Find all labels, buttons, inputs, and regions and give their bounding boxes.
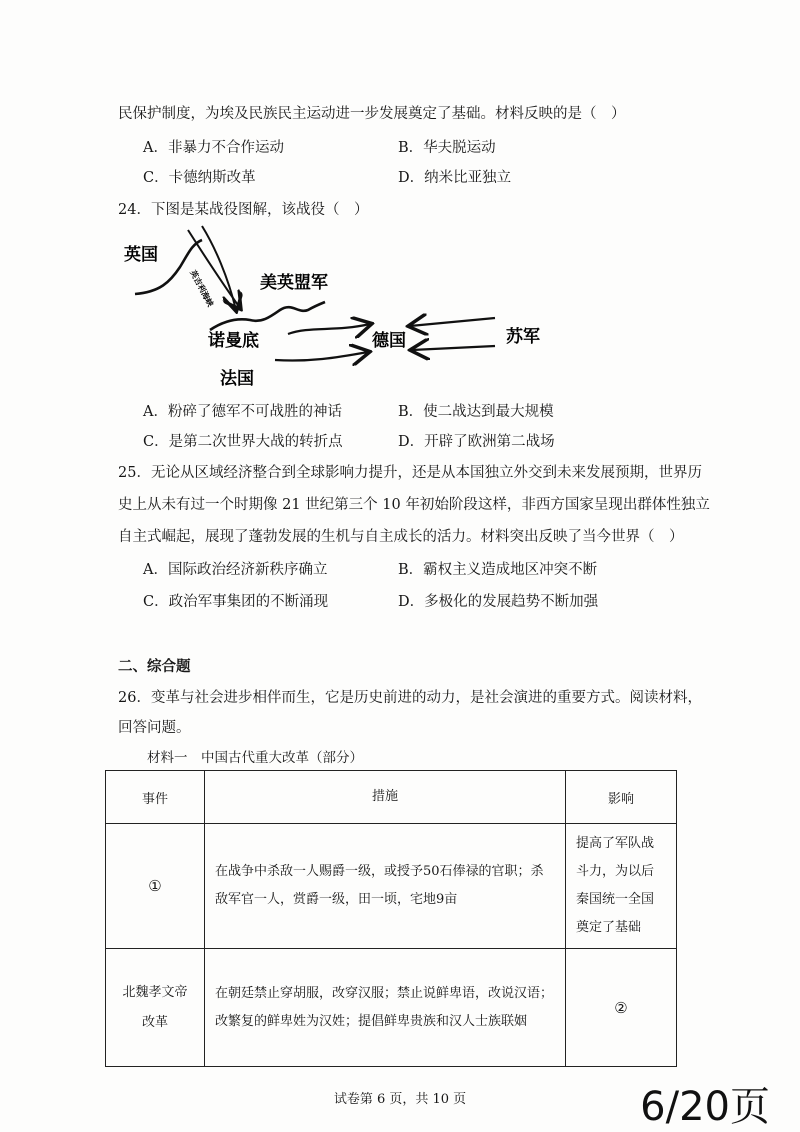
q23-option-c: C．卡德纳斯改革 (143, 170, 256, 186)
row1-event: ① (106, 824, 205, 949)
allied-arrow-top (288, 324, 370, 334)
section-title: 二、综合题 (118, 658, 191, 675)
page-footer: 试卷第 6 页，共 10 页 (333, 1092, 467, 1107)
q23-option-a: A．非暴力不合作运动 (143, 140, 284, 156)
q25-option-b: B．霸权主义造成地区冲突不断 (398, 562, 598, 578)
q23-stem-continuation: 民保护制度，为埃及民族民主运动进一步发展奠定了基础。材料反映的是（ ） (118, 106, 626, 122)
q23-option-b: B．华夫脱运动 (398, 140, 496, 156)
table-header-row (106, 771, 677, 824)
q26-stem-line2: 回答问题。 (118, 720, 191, 736)
france-coastline (210, 302, 325, 330)
q24-option-b: B．使二战达到最大规模 (398, 404, 554, 420)
row2-measure: 在朝廷禁止穿胡服，改穿汉服；禁止说鲜卑语，改说汉语；改繁复的鲜卑姓为汉姓；提倡鲜卑贵族和汉人士族联姻 (205, 949, 566, 1067)
q24-option-d: D．开辟了欧洲第二战场 (398, 434, 555, 450)
battle-diagram (110, 222, 570, 392)
q24-option-c: C．是第二次世界大战的转折点 (143, 434, 343, 450)
material-title: 材料一 中国古代重大改革（部分） (147, 750, 363, 766)
q25-option-c: C．政治军事集团的不断涌现 (143, 594, 329, 610)
header-impact: 影响 (566, 771, 677, 824)
row1-impact: 提高了军队战斗力，为以后秦国统一全国奠定了基础 (566, 824, 677, 949)
q24-stem: 24．下图是某战役图解，该战役（ ） (118, 202, 369, 218)
q25-stem-line2: 史上从未有过一个时期像 21 世纪第三个 10 年初始阶段这样，非西方国家呈现出群体性独立 (118, 497, 710, 513)
row1-measure: 在战争中杀敌一人赐爵一级，或授予50石俸禄的官职；杀敌军官一人，赏爵一级，田一顷，宅地9亩 (205, 824, 566, 949)
q25-stem-line1: 25．无论从区域经济整合到全球影响力提升，还是从本国独立外交到未来发展预期，世界历 (118, 465, 702, 481)
q23-option-d: D．纳米比亚独立 (398, 170, 512, 186)
reform-table (105, 770, 677, 1067)
soviet-arrow-bottom (412, 346, 495, 350)
label-normandy: 诺曼底 (208, 331, 259, 351)
q24-option-a: A．粉碎了德军不可战胜的神话 (143, 404, 342, 420)
table-row (106, 949, 677, 1067)
q26-stem-line1: 26．变革与社会进步相伴而生，它是历史前进的动力，是社会演进的重要方式。阅读材料， (118, 690, 702, 706)
allied-arrow-bottom (275, 352, 368, 361)
header-event: 事件 (106, 771, 205, 824)
label-germany: 德国 (372, 331, 406, 351)
label-strait: 英吉利海峡 (188, 268, 215, 309)
table-row (106, 824, 677, 949)
row2-event: 北魏孝文帝改革 (106, 949, 205, 1067)
header-measure: 措施 (205, 771, 566, 824)
label-england: 英国 (124, 245, 158, 265)
q25-option-d: D．多极化的发展趋势不断加强 (398, 594, 599, 610)
soviet-arrow-top (410, 318, 495, 326)
label-soviet: 苏军 (506, 327, 540, 347)
label-france: 法国 (220, 369, 254, 389)
label-allied: 美英盟军 (260, 273, 328, 293)
q25-stem-line3: 自主式崛起，展现了蓬勃发展的生机与自主成长的活力。材料突出反映了当今世界（ ） (118, 529, 684, 545)
q25-option-a: A．国际政治经济新秩序确立 (143, 562, 328, 578)
page-indicator: 6/20页 (640, 1084, 770, 1130)
row2-impact: ② (566, 949, 677, 1067)
